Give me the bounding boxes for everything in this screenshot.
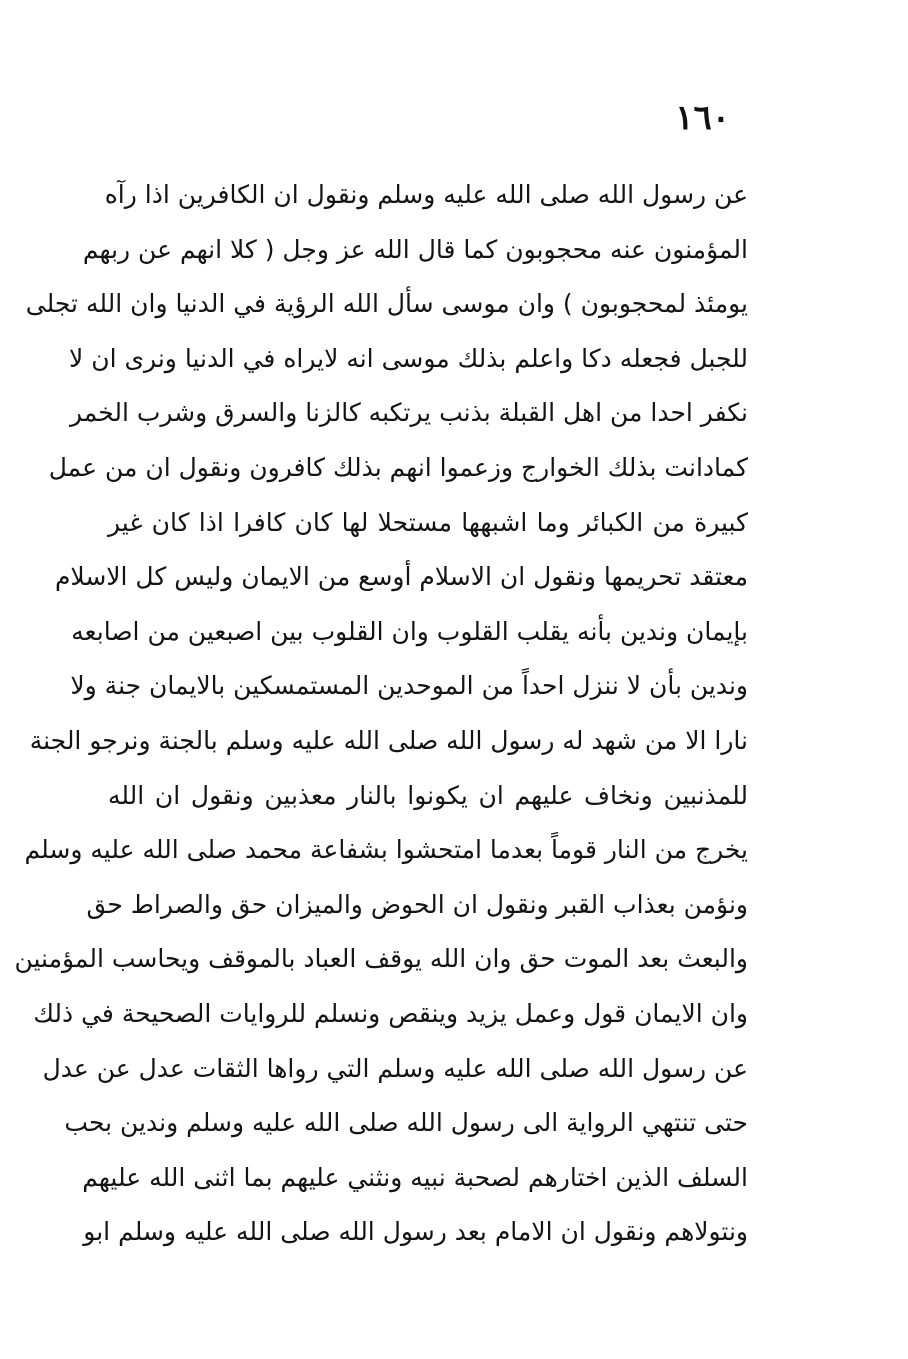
text-line: المؤمنون عنه محجوبون كما قال الله عز وجل ( كلا انهم عن ربهم [82,234,748,264]
text-line: يخرج من النار قوماً بعدما امتحشوا بشفاعة محمد صلى الله عليه وسلم [24,835,748,865]
text-line: ونتولاهم ونقول ان الامام بعد رسول الله صلى الله عليه وسلم ابو [83,1217,748,1247]
text-line: بإيمان وندين بأنه يقلب القلوب وان القلوب بين اصبعين من اصابعه [71,616,748,646]
text-line: يومئذ لمحجوبون ) وان موسى سأل الله الرؤية في الدنيا وان الله تجلى [25,289,748,319]
text-line: عن رسول الله صلى الله عليه وسلم التي رواها الثقات عدل عن عدل [42,1053,748,1083]
text-line: وندين بأن لا ننزل احداً من الموحدين المستمسكين بالايمان جنة ولا [70,671,748,701]
text-line: عن رسول الله صلى الله عليه وسلم ونقول ان الكافرين اذا رآه [104,180,748,209]
body-text [14,168,748,1260]
text-line: نارا الا من شهد له رسول الله صلى الله عليه وسلم بالجنة ونرجو الجنة [29,725,748,755]
text-line: ونؤمن بعذاب القبر ونقول ان الحوض والميزان حق والصراط حق [86,889,748,919]
page-number: ١٦٠ [675,98,730,138]
text-line: للجبل فجعله دكا واعلم بذلك موسى انه لايراه في الدنيا ونرى ان لا [69,343,748,373]
text-line: حتى تنتهي الرواية الى رسول الله صلى الله عليه وسلم وندين بحب [64,1108,748,1138]
text-line: والبعث بعد الموت حق وان الله يوقف العباد بالموقف ويحاسب المؤمنين [14,944,748,974]
text-line: السلف الذين اختارهم لصحبة نبيه ونثني عليهم بما اثنى الله عليهم [82,1162,748,1192]
text-line: وان الايمان قول وعمل يزيد وينقص ونسلم للروايات الصحيحة في ذلك [33,998,748,1028]
text-line: كمادانت بذلك الخوارج وزعموا انهم بذلك كافرون ونقول ان من عمل [48,452,748,482]
text-line: نكفر احدا من اهل القبلة بذنب يرتكبه كالزنا والسرق وشرب الخمر [69,398,748,428]
text-line: للمذنبين ونخاف عليهم ان يكونوا بالنار معذبين ونقول ان الله [108,780,748,810]
text-line: معتقد تحريمها ونقول ان الاسلام أوسع من الايمان وليس كل الاسلام [54,562,748,592]
text-line: كبيرة من الكبائر وما اشبهها مستحلا لها كان كافرا اذا كان غير [108,507,748,537]
